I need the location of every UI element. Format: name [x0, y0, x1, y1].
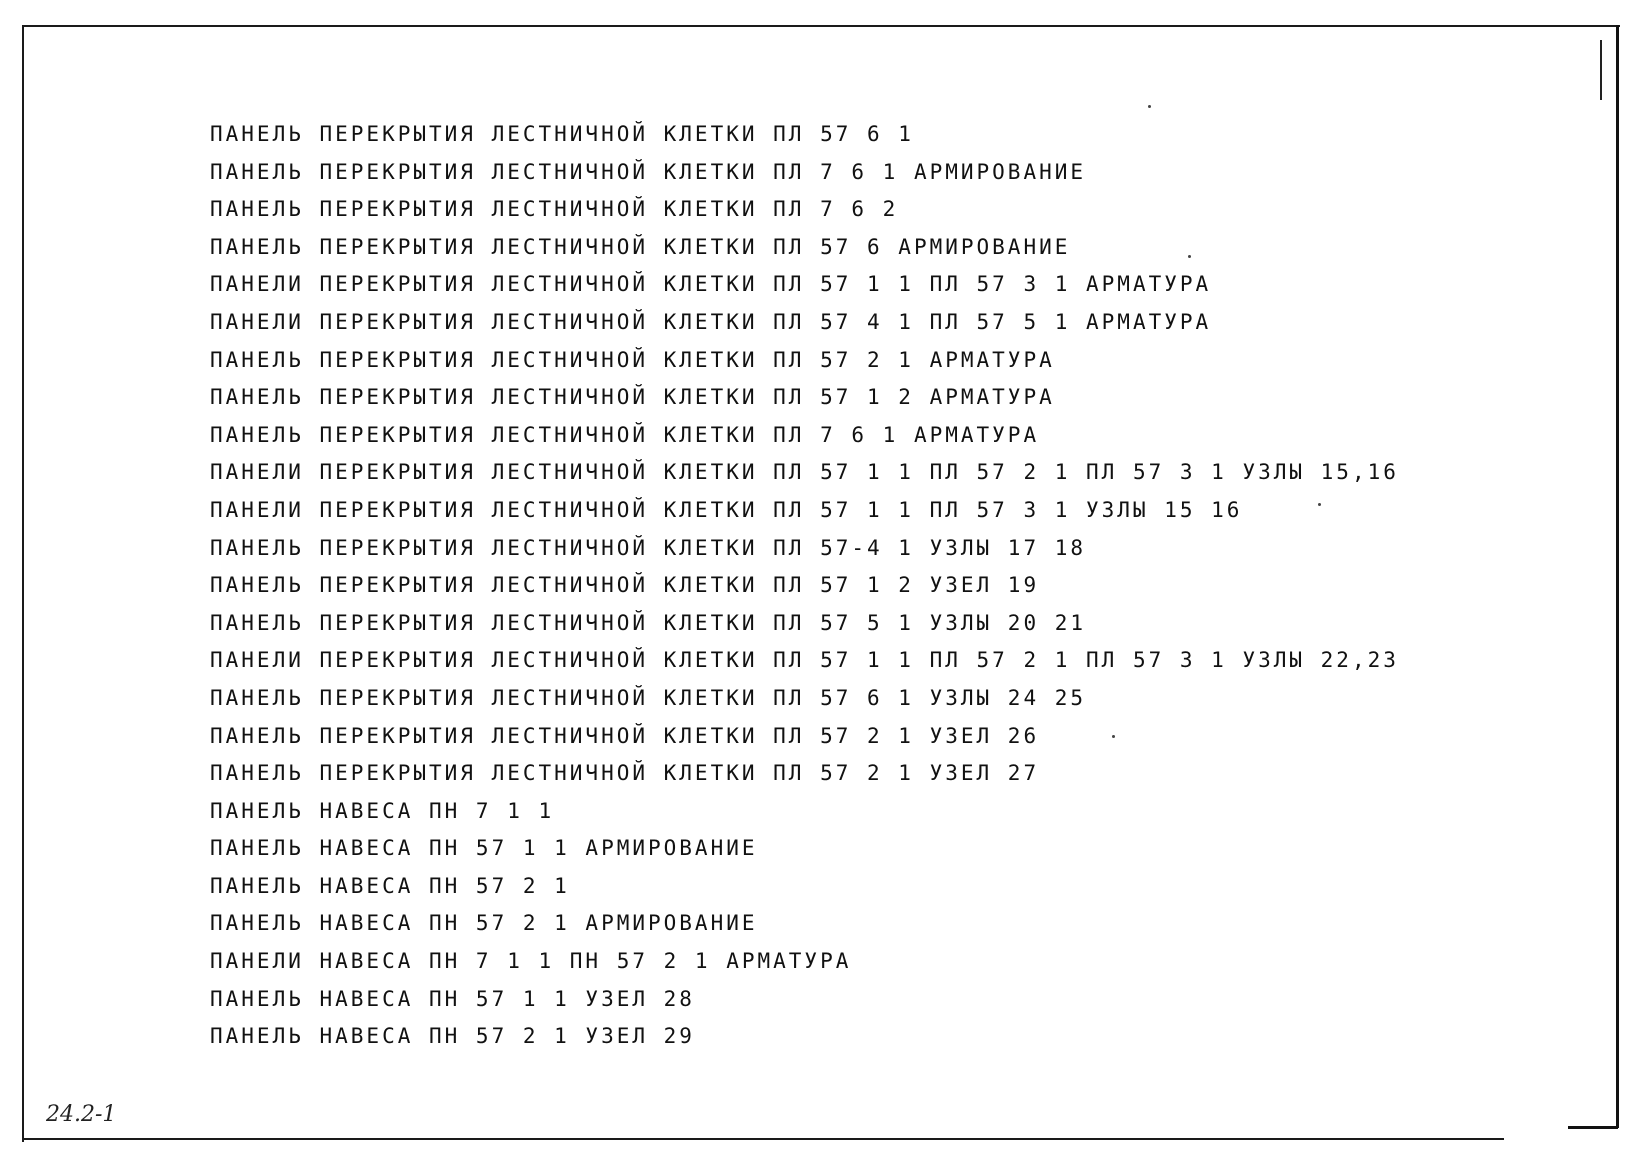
list-item: ПАНЕЛЬ ПЕРЕКРЫТИЯ ЛЕСТНИЧНОЙ КЛЕТКИ ПЛ 57 2 1 АРМАТУРА	[210, 347, 1055, 372]
frame-bottom-border	[22, 1138, 1504, 1140]
list-item: ПАНЕЛЬ ПЕРЕКРЫТИЯ ЛЕСТНИЧНОЙ КЛЕТКИ ПЛ 57 2 1 УЗЕЛ 27	[210, 761, 1040, 786]
frame-top-border	[22, 25, 1620, 27]
list-item: ПАНЕЛЬ НАВЕСА ПН 57 2 1	[210, 873, 570, 898]
list-item: ПАНЕЛЬ ПЕРЕКРЫТИЯ ЛЕСТНИЧНОЙ КЛЕТКИ ПЛ 57-4 1 УЗЛЫ 17 18	[210, 535, 1087, 560]
frame-right-border	[1616, 25, 1619, 1128]
scan-speck	[1188, 255, 1191, 258]
list-item: ПАНЕЛЬ НАВЕСА ПН 7 1 1	[210, 798, 555, 823]
list-item: ПАНЕЛЬ НАВЕСА ПН 57 2 1 АРМИРОВАНИЕ	[210, 911, 758, 936]
scan-speck	[1148, 105, 1151, 108]
list-item: ПАНЕЛЬ ПЕРЕКРЫТИЯ ЛЕСТНИЧНОЙ КЛЕТКИ ПЛ 57 5 1 УЗЛЫ 20 21	[210, 610, 1087, 635]
list-item: ПАНЕЛЬ НАВЕСА ПН 57 1 1 АРМИРОВАНИЕ	[210, 836, 758, 861]
list-item: ПАНЕЛЬ ПЕРЕКРЫТИЯ ЛЕСТНИЧНОЙ КЛЕТКИ ПЛ 57 6 1 УЗЛЫ 24 25	[210, 685, 1087, 710]
list-item: ПАНЕЛИ НАВЕСА ПН 7 1 1 ПН 57 2 1 АРМАТУРА	[210, 949, 852, 974]
frame-bottom-right-border	[1568, 1126, 1618, 1129]
list-item: ПАНЕЛЬ ПЕРЕКРЫТИЯ ЛЕСТНИЧНОЙ КЛЕТКИ ПЛ 7 6 1 АРМИРОВАНИЕ	[210, 159, 1087, 184]
list-item: ПАНЕЛИ ПЕРЕКРЫТИЯ ЛЕСТНИЧНОЙ КЛЕТКИ ПЛ 57 1 1 ПЛ 57 3 1 УЗЛЫ 15 16	[210, 497, 1243, 522]
sheet-number: 24.2-1	[46, 1102, 117, 1127]
list-item: ПАНЕЛЬ НАВЕСА ПН 57 1 1 УЗЕЛ 28	[210, 986, 695, 1011]
scan-speck	[1112, 735, 1115, 738]
scan-speck	[1318, 503, 1321, 506]
list-item: ПАНЕЛЬ ПЕРЕКРЫТИЯ ЛЕСТНИЧНОЙ КЛЕТКИ ПЛ 57 6 1	[210, 122, 914, 146]
list-item: ПАНЕЛИ ПЕРЕКРЫТИЯ ЛЕСТНИЧНОЙ КЛЕТКИ ПЛ 57 1 1 ПЛ 57 2 1 ПЛ 57 3 1 УЗЛЫ 15,16	[210, 460, 1399, 485]
list-item: ПАНЕЛЬ ПЕРЕКРЫТИЯ ЛЕСТНИЧНОЙ КЛЕТКИ ПЛ 7 6 2	[210, 197, 899, 222]
list-item: ПАНЕЛЬ ПЕРЕКРЫТИЯ ЛЕСТНИЧНОЙ КЛЕТКИ ПЛ 57 1 2 УЗЕЛ 19	[210, 573, 1040, 598]
list-item: ПАНЕЛИ ПЕРЕКРЫТИЯ ЛЕСТНИЧНОЙ КЛЕТКИ ПЛ 57 1 1 ПЛ 57 2 1 ПЛ 57 3 1 УЗЛЫ 22,23	[210, 648, 1399, 673]
list-item: ПАНЕЛЬ ПЕРЕКРЫТИЯ ЛЕСТНИЧНОЙ КЛЕТКИ ПЛ 57 1 2 АРМАТУРА	[210, 385, 1055, 410]
frame-right-inner-mark	[1600, 40, 1602, 100]
list-item: ПАНЕЛИ ПЕРЕКРЫТИЯ ЛЕСТНИЧНОЙ КЛЕТКИ ПЛ 57 4 1 ПЛ 57 5 1 АРМАТУРА	[210, 309, 1212, 334]
list-item: ПАНЕЛЬ ПЕРЕКРЫТИЯ ЛЕСТНИЧНОЙ КЛЕТКИ ПЛ 57 6 АРМИРОВАНИЕ	[210, 234, 1071, 259]
list-item: ПАНЕЛЬ НАВЕСА ПН 57 2 1 УЗЕЛ 29	[210, 1024, 695, 1049]
frame-left-border	[22, 25, 24, 1142]
list-item: ПАНЕЛИ ПЕРЕКРЫТИЯ ЛЕСТНИЧНОЙ КЛЕТКИ ПЛ 57 1 1 ПЛ 57 3 1 АРМАТУРА	[210, 272, 1212, 297]
list-item: ПАНЕЛЬ ПЕРЕКРЫТИЯ ЛЕСТНИЧНОЙ КЛЕТКИ ПЛ 7 6 1 АРМАТУРА	[210, 422, 1040, 447]
list-item: ПАНЕЛЬ ПЕРЕКРЫТИЯ ЛЕСТНИЧНОЙ КЛЕТКИ ПЛ 57 2 1 УЗЕЛ 26	[210, 723, 1040, 748]
